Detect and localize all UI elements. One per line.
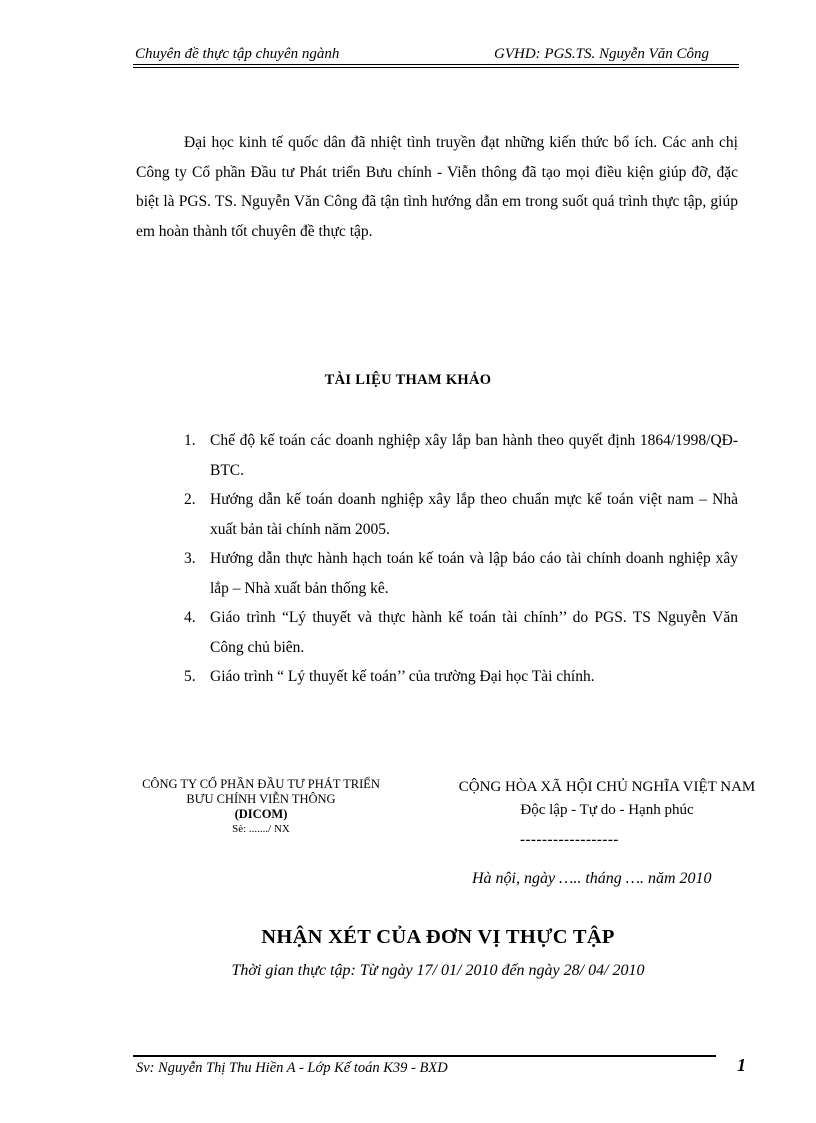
reference-item: [184, 662, 738, 692]
company-abbreviation: (DICOM): [234, 807, 288, 821]
acknowledgement-text: Đại học kinh tế quốc dân đã nhiệt tình truyền đạt những kiến thức bổ ích. Các anh chị Công ty Cổ phần Đầu tư Phát triển Bưu chính - Viễn thông đã tạo mọi điều kiện giúp đỡ, đặc biệt là PGS. TS. Nguyễn Văn Công đã tận tình hướng dẫn em trong suốt quá trình thực tập, giúp em hoàn thành tốt chuyên đề thực tập.: [136, 134, 738, 240]
reference-text: Giáo trình “Lý thuyết và thực hành kế toán tài chính’’ do PGS. TS Nguyễn Văn Công chủ biên.: [210, 609, 738, 656]
reference-item: [184, 544, 738, 603]
republic-name: CỘNG HÒA XÃ HỘI CHỦ NGHĨA VIỆT NAM: [458, 779, 756, 795]
motto-underline-dashes: ------------------: [520, 832, 619, 848]
header-rule-double: [133, 67, 739, 68]
references-list: [184, 426, 738, 692]
header-rule: [133, 64, 739, 65]
reference-text: Chế độ kế toán các doanh nghiệp xây lắp ban hành theo quyết định 1864/1998/QĐ-BTC.: [210, 432, 738, 479]
reference-text: Hướng dẫn kế toán doanh nghiệp xây lắp theo chuẩn mực kế toán việt nam – Nhà xuất bản tài chính năm 2005.: [210, 491, 738, 538]
republic-block: [446, 776, 768, 822]
internship-period: Thời gian thực tập: Từ ngày 17/ 01/ 2010 đến ngày 28/ 04/ 2010: [231, 962, 645, 979]
reference-number: 1.: [184, 432, 196, 449]
company-name-line1: CÔNG TY CỔ PHẦN ĐẦU TƯ PHÁT TRIỂN: [142, 777, 380, 791]
reference-item: [184, 426, 738, 485]
reference-number: 4.: [184, 609, 196, 626]
page-number: 1: [737, 1055, 746, 1075]
reference-text: Giáo trình “ Lý thuyết kế toán’’ của trường Đại học Tài chính.: [210, 668, 595, 685]
reference-number: 3.: [184, 550, 196, 567]
document-number: Sè: ......./ NX: [232, 823, 290, 835]
reference-item: [184, 603, 738, 662]
references-title: TÀI LIỆU THAM KHẢO: [324, 372, 492, 388]
footer-student-info: Sv: Nguyễn Thị Thu Hiền A - Lớp Kế toán K39 - BXD: [136, 1060, 448, 1076]
company-name-line2: BƯU CHÍNH VIỄN THÔNG: [186, 792, 336, 806]
reference-number: 5.: [184, 668, 196, 685]
republic-motto: Độc lập - Tự do - Hạnh phúc: [520, 802, 694, 818]
reference-item: [184, 485, 738, 544]
company-block: [120, 777, 402, 837]
header-left-title: Chuyên đề thực tập chuyên ngành: [135, 46, 340, 62]
header-right-advisor: GVHD: PGS.TS. Nguyễn Văn Công: [494, 46, 709, 62]
reference-number: 2.: [184, 491, 196, 508]
date-line: Hà nội, ngày ….. tháng …. năm 2010: [472, 870, 712, 887]
reference-text: Hướng dẫn thực hành hạch toán kế toán và lập báo cáo tài chính doanh nghiệp xây lắp – Nhà xuất bản thống kê.: [210, 550, 738, 597]
footer-rule: [133, 1055, 716, 1057]
evaluation-title: NHẬN XÉT CỦA ĐƠN VỊ THỰC TẬP: [261, 926, 615, 948]
acknowledgement-paragraph: [136, 128, 738, 246]
